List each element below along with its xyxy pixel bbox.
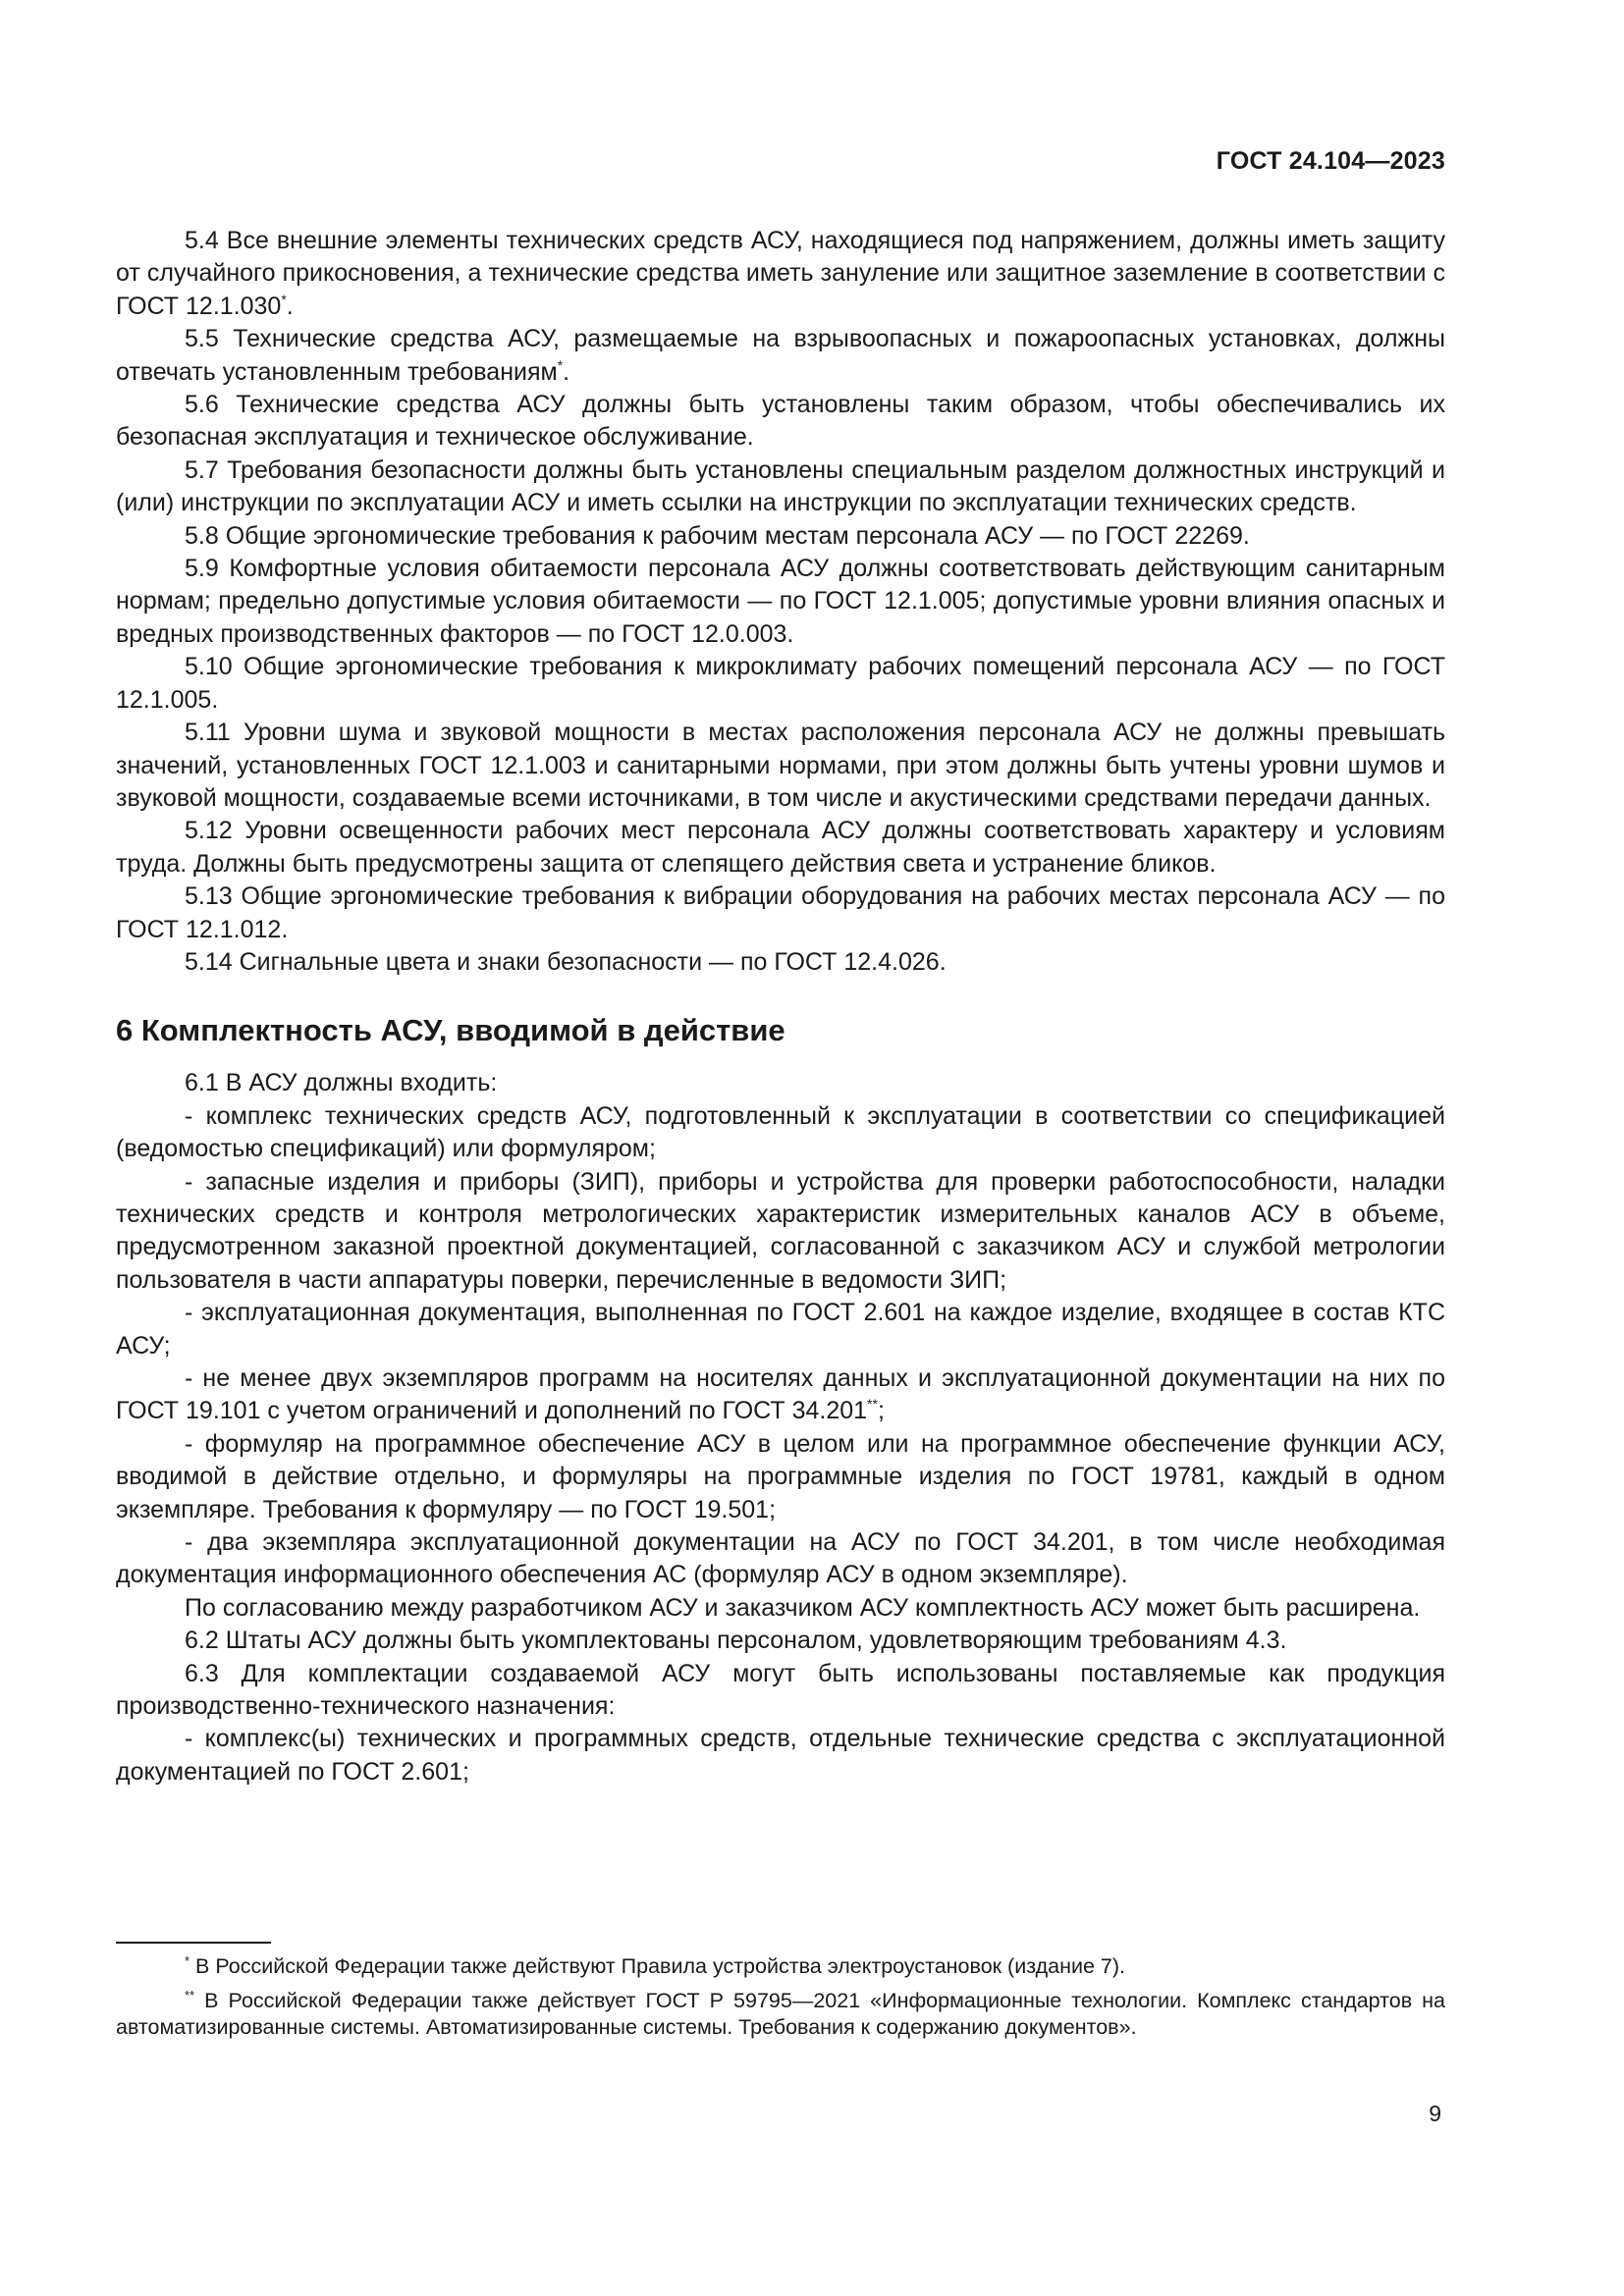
paragraph-6-1: 6.1 В АСУ должны входить: [185, 1069, 498, 1097]
list-item: - комплекс(ы) технических и программных средств, отдельные технические средства с эксплуатационной документацией по ГОСТ 2.601; [116, 1725, 1445, 1786]
list-item: - формуляр на программное обеспечение АСУ в целом или на программное обеспечение функции АСУ, вводимой в действие отдельно, и формуляры на программные изделия по ГОСТ 19781, каждый в одном экземпляре. Требования к формуляру — по ГОСТ 19.501; [116, 1429, 1445, 1523]
footnotes [116, 1953, 1445, 2049]
paragraph-5-6: 5.6 Технические средства АСУ должны быть установлены таким образом, чтобы обеспечивались их безопасная эксплуатация и техническое обслуживание. [116, 391, 1445, 452]
list-item: - не менее двух экземпляров программ на носителях данных и эксплуатационной документации на них по ГОСТ 19.101 с учетом ограничений и дополнений по ГОСТ 34.201**; [116, 1364, 1445, 1425]
footnote-2: ** В Российской Федерации также действует ГОСТ Р 59795—2021 «Информационные технологии. Комплекс стандартов на автоматизированные системы. Автоматизированные системы. Требования к содержанию документов». [116, 1988, 1445, 2039]
paragraph-5-4: 5.4 Все внешние элементы технических средств АСУ, находящиеся под напряжением, должны иметь защиту от случайного прикосновения, а технические средства иметь зануление или защитное заземление в соответствии с ГОСТ 12.1.030*. [116, 227, 1445, 320]
document-header-code: ГОСТ 24.104—2023 [1216, 147, 1445, 175]
list-item: - запасные изделия и приборы (ЗИП), приборы и устройства для проверки работоспособности, наладки технических средств и контроля метрологических характеристик измерительных каналов АСУ в объеме, предусмотренном заказной проектной документацией, согласованной с заказчиком АСУ и службой метрологии пользователя в части аппаратуры поверки, перечисленные в ведомости ЗИП; [116, 1167, 1445, 1294]
list-item: - комплекс технических средств АСУ, подготовленный к эксплуатации в соответствии со спецификацией (ведомостью спецификаций) или формуляром; [116, 1101, 1445, 1163]
page-number: 9 [1429, 2101, 1441, 2126]
footnote-ref: * [281, 291, 287, 307]
paragraph-5-8: 5.8 Общие эргономические требования к рабочим местам персонала АСУ — по ГОСТ 22269. [185, 521, 1250, 550]
footnote-ref: * [557, 356, 564, 373]
paragraph-5-10: 5.10 Общие эргономические требования к микроклимату рабочих помещений персонала АСУ — по ГОСТ 12.1.005. [116, 653, 1445, 714]
paragraph-5-14: 5.14 Сигнальные цвета и знаки безопасности — по ГОСТ 12.4.026. [185, 947, 947, 976]
paragraph-5-7: 5.7 Требования безопасности должны быть установлены специальным разделом должностных инструкций и (или) инструкции по эксплуатации АСУ и иметь ссылки на инструкции по эксплуатации технических средств. [116, 455, 1445, 517]
paragraph-5-12: 5.12 Уровни освещенности рабочих мест персонала АСУ должны соответствовать характеру и условиям труда. Должны быть предусмотрены защита от слепящего действия света и устранение бликов. [116, 817, 1445, 878]
paragraph-6-2: 6.2 Штаты АСУ должны быть укомплектованы персоналом, удовлетворяющим требованиям 4.3. [185, 1627, 1287, 1655]
document-body [116, 225, 1445, 1789]
paragraph-agreement: По согласованию между разработчиком АСУ и заказчиком АСУ комплектность АСУ может быть расширена. [185, 1593, 1421, 1622]
paragraph-5-11: 5.11 Уровни шума и звуковой мощности в местах расположения персонала АСУ не должны превышать значений, установленных ГОСТ 12.1.003 и санитарными нормами, при этом должны быть учтены уровни шумов и звуковой мощности, создаваемые всеми источниками, в том числе и акустическими средствами передачи данных. [116, 719, 1445, 812]
footnote-separator [116, 1942, 271, 1944]
footnote-1: * В Российской Федерации также действуют Правила устройства электроустановок (издание 7). [185, 1953, 1125, 1978]
paragraph-6-3: 6.3 Для комплектации создаваемой АСУ могут быть использованы поставляемые как продукция производственно-технического назначения: [116, 1659, 1445, 1721]
list-item: - два экземпляра эксплуатационной документации на АСУ по ГОСТ 34.201, в том числе необходимая документация информационного обеспечения АС (формуляр АСУ в одном экземпляре). [116, 1528, 1445, 1589]
section-6-heading: 6 Комплектность АСУ, вводимой в действие [116, 1013, 785, 1048]
paragraph-5-13: 5.13 Общие эргономические требования к вибрации оборудования на рабочих местах персонала АСУ — по ГОСТ 12.1.012. [116, 882, 1445, 943]
footnote-ref: ** [867, 1396, 878, 1413]
list-item: - эксплуатационная документация, выполненная по ГОСТ 2.601 на каждое изделие, входящее в состав КТС АСУ; [116, 1299, 1445, 1360]
paragraph-5-9: 5.9 Комфортные условия обитаемости персонала АСУ должны соответствовать действующим санитарным нормам; предельно допустимые условия обитаемости — по ГОСТ 12.1.005; допустимые уровни влияния опасных и вредных производственных факторов — по ГОСТ 12.0.003. [116, 555, 1445, 648]
paragraph-5-5: 5.5 Технические средства АСУ, размещаемые на взрывоопасных и пожароопасных установках, должны отвечать установленным требованиям*. [116, 325, 1445, 386]
